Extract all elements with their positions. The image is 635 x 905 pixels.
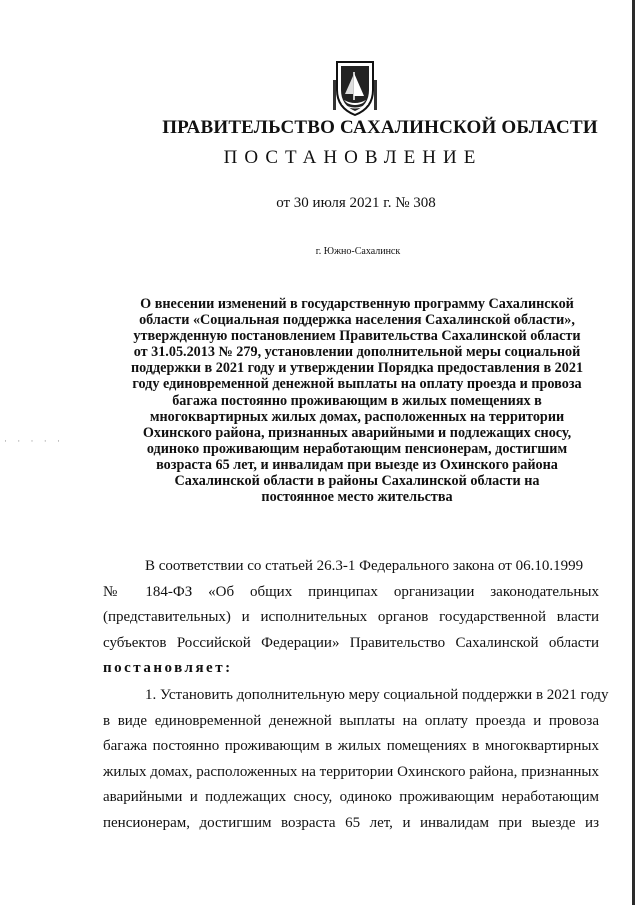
document-type: ПОСТАНОВЛЕНИЕ [223,147,483,168]
body-line: аварийными и подлежащих сносу, одиноко проживающим неработающим [103,789,599,805]
heading-line: году единовременной денежной выплаты на оплату проезда и провоза [132,376,582,393]
body-line: багажа постоянно проживающим в жилых помещениях в многоквартирных [103,738,599,754]
document-city: г. Южно-Сахалинск [315,246,401,257]
heading-line: утвержденную постановлением Правительства Сахалинской области [133,328,581,345]
body-line: в виде единовременной денежной выплаты на оплату проезда и провоза [103,712,599,729]
body-line: № 184-ФЗ «Об общих принципах организации законодательных [103,583,599,600]
heading-line: одиноко проживающим неработающим пенсионерам, достигшим [146,440,568,457]
body-line: пенсионерам, достигшим возраста 65 лет, и инвалидам при выезде из [103,814,599,831]
heading-line: возраста 65 лет, и инвалидам при выезде из Охинского района [156,456,558,473]
heading-line: багажа постоянно проживающим в жилых помещениях в [172,392,542,409]
heading-line: от 31.05.2013 № 279, установлении дополнительной меры социальной [133,344,581,361]
body-line: В соответствии со статьей 26.3-1 Федерального закона от 06.10.1999 [145,558,584,574]
heading-line: области «Социальная поддержка населения Сахалинской области», [139,312,575,329]
heading-line: многоквартирных жилых домах, расположенных на территории [149,408,565,425]
preamble-paragraph [103,554,599,682]
heading-line: Охинского района, признанных аварийными и подлежащих сносу, [142,424,572,441]
heading-line: Сахалинской области в районы Сахалинской области на [174,473,540,490]
item-1-paragraph [103,683,609,836]
body-line: 1. Установить дополнительную меру социальной поддержки в 2021 году [145,687,609,703]
resolves-word: постановляет: [103,660,233,676]
body-line: жилых домах, расположенных на территории Охинского района, признанных [103,763,599,780]
heading-line: поддержки в 2021 году и утверждении Порядка предоставления в 2021 [130,360,584,377]
coat-of-arms-emblem [333,60,377,116]
heading-line: О внесении изменений в государственную программу Сахалинской [140,296,574,312]
document-heading [112,296,602,505]
document-date-number: от 30 июля 2021 г. № 308 [276,195,436,211]
government-title: ПРАВИТЕЛЬСТВО САХАЛИНСКОЙ ОБЛАСТИ [162,117,598,138]
margin-scan-marks: · · · · · [4,436,64,446]
body-line: субъектов Российской Федерации» Правительство Сахалинской области [103,634,599,651]
heading-line: постоянное место жительства [261,489,453,506]
body-line: (представительных) и исполнительных органов государственной власти [103,609,599,625]
